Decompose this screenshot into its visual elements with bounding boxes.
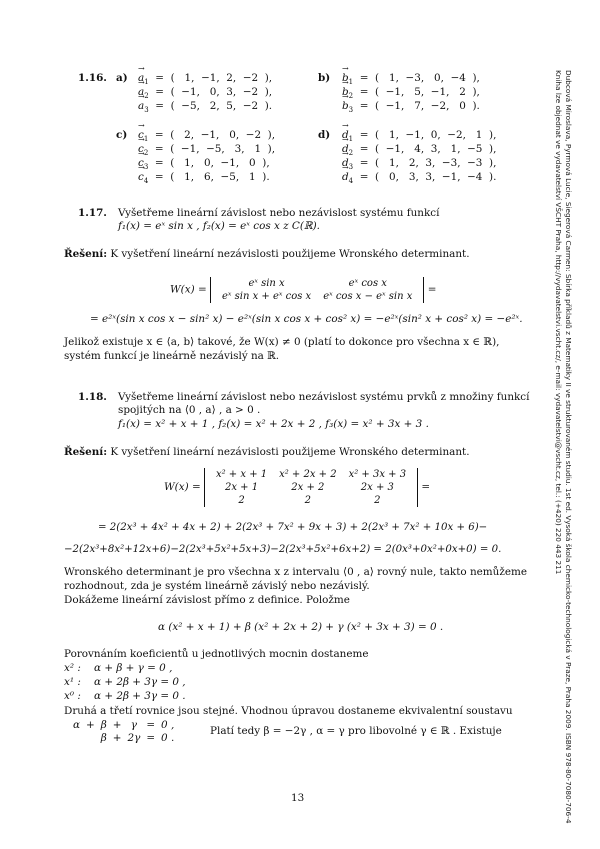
system-row — [70, 719, 177, 732]
system-cell: 0 , — [161, 719, 175, 731]
system-cell: + — [112, 732, 122, 744]
vector-row — [342, 100, 480, 114]
coefficient-row — [64, 676, 186, 690]
coefficient-equation: α + 2β + 3γ = 0 . — [94, 690, 186, 702]
determinant-cell: eˣ sin x — [248, 278, 285, 289]
power-label: x² : — [64, 662, 81, 674]
exercise-number-118: 1.18. — [78, 391, 107, 403]
vector-values: ( −1, 0, 3, −2 ), — [170, 86, 273, 98]
vector-values: ( 2, −1, 0, −2 ), — [170, 129, 276, 141]
system-cell — [83, 732, 98, 745]
determinant-cell: eˣ sin x + eˣ cos x — [221, 291, 312, 302]
vector-row — [138, 171, 275, 185]
vectors-b — [342, 72, 480, 114]
vector-index: 2 — [348, 149, 354, 158]
vector-name: → c — [138, 171, 144, 184]
vector-row — [342, 129, 496, 143]
wronskian-118 — [164, 468, 430, 507]
determinant-cell: x² + 3x + 3 — [348, 469, 407, 480]
equals-sign: = — [148, 86, 171, 98]
system-cell: + — [86, 719, 95, 731]
system-cell: β — [100, 719, 107, 731]
vector-name: → d — [342, 157, 349, 170]
determinant-cell: eˣ cos x — [348, 278, 387, 289]
coefficient-equation: α + β + γ = 0 , — [94, 662, 173, 674]
vector-name: → c — [138, 143, 144, 156]
vector-name: → d — [342, 171, 349, 184]
system-row — [70, 732, 177, 745]
coefficient-row — [64, 690, 186, 704]
vector-values: ( −1, 5, −1, 2 ), — [375, 86, 480, 98]
vector-index: 4 — [143, 177, 149, 186]
vector-name: → d — [342, 129, 349, 142]
vector-index: 3 — [348, 163, 354, 172]
expansion-line1: = 2(2x³ + 4x² + 4x + 2) + 2(2x³ + 7x² + 9x + 3) + 2(2x³ + 7x² + 10x + 6)− — [98, 522, 488, 533]
vector-index: 3 — [348, 106, 354, 115]
vector-values: ( 1, 6, −5, 1 ). — [170, 171, 270, 183]
coefficient-equations — [64, 662, 186, 704]
vector-index: 2 — [143, 149, 149, 158]
equals-sign: = — [148, 157, 171, 169]
power-label: x⁰ : — [64, 690, 81, 702]
determinant-row — [210, 494, 412, 507]
determinant-row — [216, 277, 418, 290]
equals-sign: = — [427, 283, 437, 296]
vector-row — [138, 143, 275, 157]
paragraph-2: rozhodnout, zda je systém lineárně závislý nebo nezávislý. — [64, 580, 370, 592]
determinant-cell: 2 — [304, 495, 312, 506]
vector-name: → b — [342, 100, 349, 113]
part-d-label: d) — [318, 129, 331, 141]
vector-row — [138, 72, 272, 86]
vector-row — [138, 129, 275, 143]
determinant-cell: x² + x + 1 — [215, 469, 268, 480]
system-cell: β — [100, 732, 107, 744]
vector-index: 3 — [143, 163, 149, 172]
system-cell: + — [112, 719, 122, 731]
determinant-cell: 2x + 2 — [291, 482, 325, 493]
equals-sign: = — [148, 129, 171, 141]
equivalent-system — [70, 719, 177, 745]
vectors-d — [342, 129, 496, 185]
vector-values: ( 1, −3, 0, −4 ), — [375, 72, 480, 84]
vector-name: → b — [342, 72, 349, 85]
vector-name: → b — [342, 86, 349, 99]
vector-index: 2 — [348, 92, 354, 101]
side-citation-line2: Kniha lze objednat ve vydavatelství VŠCHT Praha, http://vydavatelstvi.vscht.cz/, e-mail: vydavatelstvi@vscht.cz, tel.: (+420) 220 443 211 — [554, 70, 563, 575]
vector-values: ( 1, 2, 3, −3, −3 ), — [375, 157, 497, 169]
determinant-cell: 2x + 3 — [360, 482, 394, 493]
conclusion-117-line2: systém funkcí je lineárně nezávislý na ℝ. — [64, 350, 280, 362]
vector-index: 1 — [144, 78, 149, 87]
vector-index: 1 — [348, 135, 354, 144]
conclusion-117-line1: Jelikož existuje x ∈ ⟨a, b⟩ takové, že W(x) ≠ 0 (platí to dokonce pro všechna x ∈ ℝ), — [64, 336, 500, 348]
solution-label-118: Řešení: — [64, 446, 108, 458]
vector-name: → d — [342, 143, 349, 156]
paragraph-3: Dokážeme lineární závislost přímo z definice. Položme — [64, 594, 350, 606]
equals-sign: = — [353, 171, 376, 183]
equals-sign: = — [148, 143, 171, 155]
expansion-line2: −2(2x³+8x²+12x+6)−2(2x³+5x²+5x+3)−2(2x³+5x²+6x+2) = 2(0x³+0x²+0x+0) = 0. — [64, 544, 502, 555]
vectors-a — [138, 72, 272, 114]
determinant-cell: x² + 2x + 2 — [279, 469, 337, 480]
equals-sign: = — [353, 86, 376, 98]
determinant-117 — [210, 277, 424, 303]
exercise-number-116: 1.16. — [78, 72, 107, 84]
vector-values: ( −5, 2, 5, −2 ). — [170, 100, 273, 112]
coefficient-row — [64, 662, 186, 676]
side-citation-line1: Dubcová Miroslava, Pyrmová Lucie, Siegerová Carmen: Sbírka příkladů z Matematiky II ve strukturovaném studiu. 1st ed. Vysoká škola chemicko-technologická v Praze, Praha 2009. ISBN 978-80-7080-706-4 — [564, 70, 573, 824]
solution-text-117: K vyšetření lineární nezávislosti použijeme Wronského determinant. — [110, 248, 470, 260]
ex117-text2: f₁(x) = eˣ sin x , f₂(x) = eˣ cos x z C(ℝ). — [118, 220, 320, 232]
vector-index: 2 — [144, 92, 149, 101]
equals-sign: = — [148, 72, 171, 84]
vector-name: → a — [138, 86, 144, 99]
wronskian-117 — [170, 277, 436, 303]
vector-index: 3 — [144, 106, 149, 115]
determinant-cell: 2x + 1 — [224, 482, 259, 493]
system-cell: α — [73, 719, 81, 731]
paragraph-1: Wronského determinant je pro všechna x z intervalu ⟨0 , a⟩ rovný nule, takto nemůžeme — [64, 566, 527, 578]
determinant-cell: 2 — [374, 495, 381, 506]
vector-values: ( 1, −1, 2, −2 ), — [170, 72, 273, 84]
result-117: = e²ˣ(sin x cos x − sin² x) − e²ˣ(sin x cos x + cos² x) = −e²ˣ(sin² x + cos² x) = −e²ˣ. — [90, 313, 523, 325]
vector-index: 1 — [143, 135, 149, 144]
exercise-number-117: 1.17. — [78, 207, 107, 219]
ex117-text1: Vyšetřeme lineární závislost nebo nezávislost systému funkcí — [118, 207, 440, 219]
wronskian-label: W(x) = — [164, 481, 201, 493]
system-cell — [70, 732, 83, 745]
vector-values: ( −1, 7, −2, 0 ). — [375, 100, 480, 112]
vector-index: 4 — [348, 177, 354, 186]
definition-equation: α (x² + x + 1) + β (x² + 2x + 2) + γ (x² + 3x + 3) = 0 . — [158, 621, 444, 633]
solution-text-118: K vyšetření lineární nezávislosti použijeme Wronského determinant. — [110, 446, 470, 458]
equals-sign: = — [353, 157, 376, 169]
coefficient-equation: α + 2β + 3γ = 0 , — [94, 676, 186, 688]
determinant-row — [210, 468, 412, 481]
vector-name: → c — [138, 129, 144, 142]
determinant-cell: 2 — [238, 495, 245, 506]
ex118-text1: Vyšetřeme lineární závislost nebo nezávislost systému prvků z množiny funkcí — [118, 391, 530, 403]
system-cell: γ — [130, 719, 137, 731]
vector-index: 1 — [348, 78, 354, 87]
part-b-label: b) — [318, 72, 331, 84]
vector-row — [342, 157, 496, 171]
part-a-label: a) — [116, 72, 128, 84]
determinant-row — [210, 481, 412, 494]
vector-values: ( 1, 0, −1, 0 ), — [170, 157, 270, 169]
system-cell: = — [146, 719, 156, 731]
equals-sign: = — [353, 100, 376, 112]
final-line: Platí tedy β = −2γ , α = γ pro libovolné γ ∈ ℝ . Existuje — [210, 725, 502, 737]
power-label: x¹ : — [64, 676, 81, 688]
determinant-cell: eˣ cos x − eˣ sin x — [323, 291, 413, 302]
determinant-118 — [204, 468, 418, 507]
ex118-text3: f₁(x) = x² + x + 1 , f₂(x) = x² + 2x + 2 , f₃(x) = x² + 3x + 3 . — [118, 418, 429, 430]
vector-values: ( −1, 4, 3, 1, −5 ), — [375, 143, 497, 155]
vector-row — [138, 86, 272, 100]
equals-sign: = — [353, 72, 376, 84]
vector-name: → a — [138, 72, 144, 85]
solution-label-117: Řešení: — [64, 248, 108, 260]
equals-sign: = — [353, 143, 376, 155]
ex118-text2: spojitých na ⟨0 , a⟩ , a > 0 . — [118, 404, 261, 416]
wronskian-label: W(x) = — [170, 283, 207, 296]
determinant-row — [216, 290, 418, 303]
vector-row — [342, 143, 496, 157]
vector-row — [342, 171, 496, 185]
equals-sign: = — [148, 171, 171, 183]
system-cell: 2γ — [127, 732, 141, 744]
vector-row — [138, 157, 275, 171]
paragraph-4: Porovnáním koeficientů u jednotlivých mocnin dostaneme — [64, 648, 369, 660]
page-number: 13 — [291, 792, 305, 804]
system-cell: 0 . — [161, 732, 175, 744]
vectors-c — [138, 129, 275, 185]
vector-values: ( −1, −5, 3, 1 ), — [170, 143, 276, 155]
side-citation — [554, 70, 581, 830]
vector-row — [138, 100, 272, 114]
paragraph-5: Druhá a třetí rovnice jsou stejné. Vhodnou úpravou dostaneme ekvivalentní soustavu — [64, 705, 513, 717]
equals-sign: = — [421, 481, 431, 493]
vector-row — [342, 72, 480, 86]
equals-sign: = — [148, 100, 171, 112]
vector-row — [342, 86, 480, 100]
vector-values: ( 1, −1, 0, −2, 1 ), — [375, 129, 497, 141]
system-cell: = — [146, 732, 156, 744]
vector-name: → a — [138, 100, 144, 113]
equals-sign: = — [353, 129, 376, 141]
vector-name: → c — [138, 157, 144, 170]
vector-values: ( 0, 3, 3, −1, −4 ). — [375, 171, 497, 183]
part-c-label: c) — [116, 129, 128, 141]
